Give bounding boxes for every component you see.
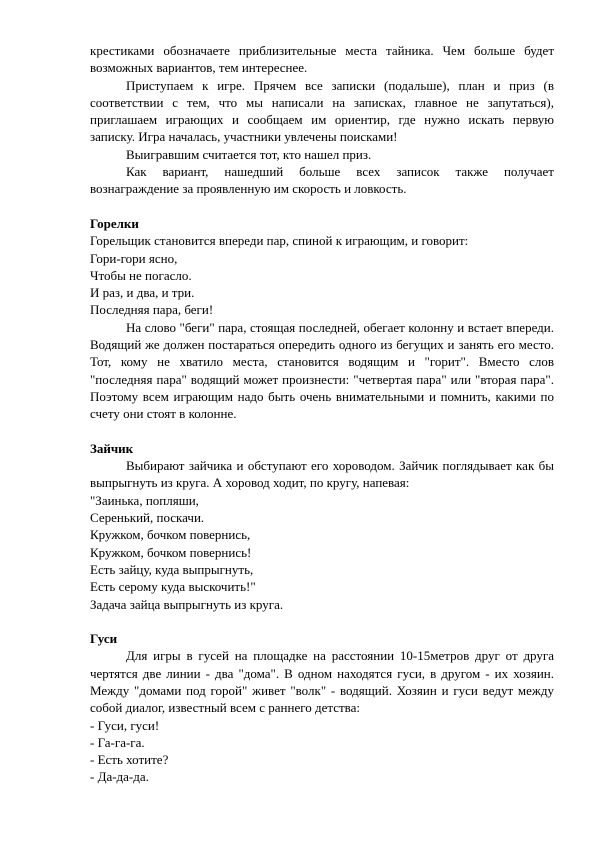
zaichik-paragraph: Выбирают зайчика и обступают его хороводом. Зайчик поглядывает как бы выпрыгнуть из круга. А хоровод ходит, по кругу, напевая: <box>90 458 554 491</box>
zaichik-line: "Заинька, попляши, <box>90 492 199 508</box>
zaichik-line: Серенький, поскачи. <box>90 510 205 526</box>
spacer <box>90 423 554 440</box>
intro-paragraph-1: крестиками обозначаете приблизительные места тайника. Чем больше будет возможных вариантов, тем интереснее. <box>90 43 554 76</box>
section-title-gusi: Гуси <box>90 631 118 647</box>
spacer <box>90 613 554 630</box>
gusi-line: - Га-га-га. <box>90 734 145 750</box>
zaichik-line: Кружком, бочком повернись, <box>90 527 251 543</box>
gorelki-line: И раз, и два, и три. <box>90 285 195 301</box>
zaichik-line: Задача зайца выпрыгнуть из круга. <box>90 596 284 612</box>
gorelki-line: Последняя пара, беги! <box>90 302 214 318</box>
zaichik-line: Кружком, бочком повернись! <box>90 544 252 560</box>
gorelki-line: Горельщик становится впереди пар, спиной к играющим, и говорит: <box>90 233 469 249</box>
gorelki-line: Чтобы не погасло. <box>90 267 192 283</box>
intro-paragraph-2: Приступаем к игре. Прячем все записки (подальше), план и приз (в соответствии с тем, что мы написали на записках, главное не запутаться), приглашаем играющих и сообщаем им ориентир, где нужно искать первую записку. Игра началась, участники увлечены поисками! <box>90 77 554 145</box>
spacer <box>90 198 554 215</box>
zaichik-line: Есть зайцу, куда выпрыгнуть, <box>90 561 254 577</box>
section-title-gorelki: Горелки <box>90 215 139 231</box>
intro-paragraph-4: Как вариант, нашедший больше всех записок также получает вознаграждение за проявленную им скорость и ловкость. <box>90 164 554 197</box>
gorelki-line: Гори-гори ясно, <box>90 250 178 266</box>
gusi-paragraph: Для игры в гусей на площадке на расстоянии 10-15метров друг от друга чертятся две линии - два "дома". В одном находятся гуси, в другом - их хозяин. Между "домами под горой" живет "волк" - водящий. Хозяин и гуси ведут между собой диалог, известный всем с раннего детства: <box>90 648 554 716</box>
gusi-line: - Есть хотите? <box>90 752 169 768</box>
document-page <box>90 42 554 786</box>
intro-paragraph-3: Выигравшим считается тот, кто нашел приз. <box>126 146 372 162</box>
gusi-line: - Гуси, гуси! <box>90 717 160 733</box>
gusi-line: - Да-да-да. <box>90 769 149 785</box>
section-title-zaichik: Зайчик <box>90 440 134 456</box>
gorelki-paragraph: На слово "беги" пара, стоящая последней, обегает колонну и встает впереди. Водящий же должен постараться опередить одного из бегущих и занять его место. Тот, кому не хватило места, становится водящим и "горит". Вместо слов "последняя пара" водящий может произнести: "четвертая пара" или "вторая пара". Поэтому всем играющим надо быть очень внимательными и помнить, какими по счету они стоят в колонне. <box>90 319 554 422</box>
zaichik-line: Есть серому куда выскочить!" <box>90 579 256 595</box>
